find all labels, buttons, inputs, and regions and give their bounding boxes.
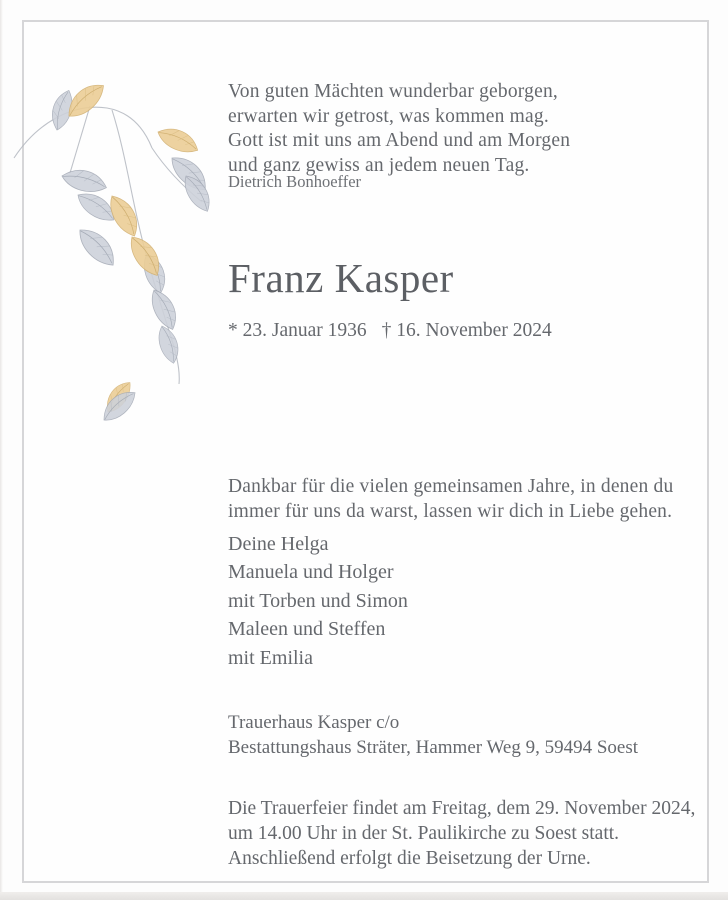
death-date: † 16. November 2024 bbox=[381, 320, 552, 341]
scan-edge-bottom bbox=[0, 892, 728, 900]
family-member-line: mit Torben und Simon bbox=[228, 589, 408, 612]
service-line: um 14.00 Uhr in der St. Paulikirche zu Soest statt. bbox=[228, 823, 620, 844]
family-member-line: mit Emilia bbox=[228, 646, 313, 669]
falling-leaf-illustration bbox=[97, 378, 142, 424]
leaf-branch-illustration bbox=[12, 58, 222, 468]
scan-edge-left bbox=[0, 0, 3, 893]
family-member-line: Maleen und Steffen bbox=[228, 618, 386, 641]
quote-line: Gott ist mit uns am Abend und am Morgen bbox=[228, 130, 571, 152]
family-member-line: Manuela und Holger bbox=[228, 561, 394, 584]
mourning-family-list bbox=[228, 530, 408, 672]
tribute-line: Dankbar für die vielen gemeinsamen Jahre, in denen du bbox=[228, 476, 674, 497]
deceased-name: Franz Kasper bbox=[228, 255, 454, 301]
condolence-address bbox=[228, 711, 638, 760]
address-line: Trauerhaus Kasper c/o bbox=[228, 712, 400, 733]
opening-quote bbox=[228, 80, 570, 178]
life-dates bbox=[228, 320, 552, 342]
funeral-service-info bbox=[228, 796, 695, 871]
birth-date: * 23. Januar 1936 bbox=[228, 320, 367, 341]
address-line: Bestattungshaus Sträter, Hammer Weg 9, 59494 Soest bbox=[228, 736, 639, 758]
service-line: Die Trauerfeier findet am Freitag, dem 29. November 2024, bbox=[228, 798, 696, 819]
quote-line: erwarten wir getrost, was kommen mag. bbox=[228, 105, 549, 127]
quote-line: und ganz gewiss an jedem neuen Tag. bbox=[228, 154, 530, 176]
family-member-line: Deine Helga bbox=[228, 533, 329, 555]
service-line: Anschließend erfolgt die Beisetzung der Urne. bbox=[228, 848, 591, 869]
tribute-text bbox=[228, 474, 673, 524]
quote-line: Von guten Mächten wunderbar geborgen, bbox=[228, 81, 558, 102]
quote-attribution: Dietrich Bonhoeffer bbox=[228, 172, 362, 191]
tribute-line: immer für uns da warst, lassen wir dich in Liebe gehen. bbox=[228, 501, 673, 522]
